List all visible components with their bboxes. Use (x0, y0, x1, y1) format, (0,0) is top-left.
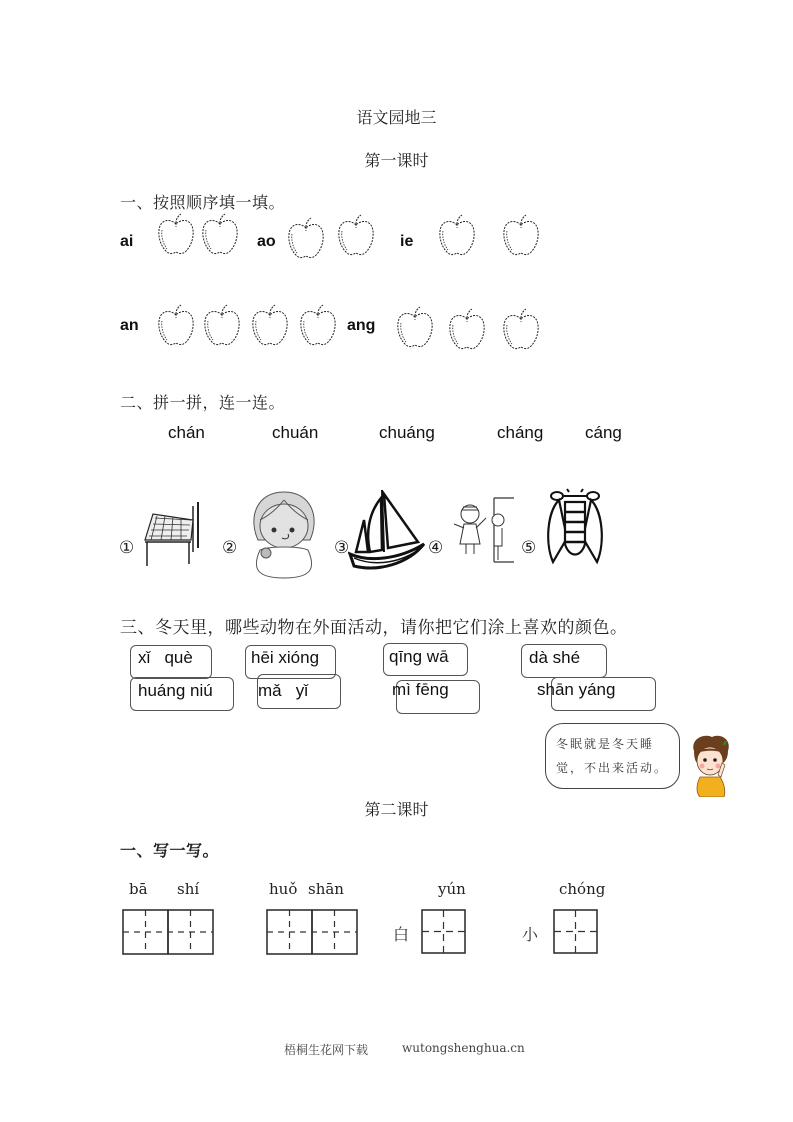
pinyin-option: chuáng (379, 423, 435, 442)
pinyin-label: shān (308, 880, 344, 898)
sailboat-icon (348, 488, 426, 574)
speech-bubble-line2: 觉，不出来活动。 (556, 761, 669, 775)
picture-number: ③ (334, 538, 350, 558)
pinyin-label: yún (438, 880, 466, 898)
apple-outline-icon (396, 305, 434, 349)
animal-pinyin-ant: mǎ yǐ (258, 681, 309, 700)
animal-pinyin-frog: qīng wā (389, 647, 449, 666)
animal-pinyin-cattle: huáng niú (138, 681, 213, 700)
animal-pinyin-magpie: xǐ què (138, 648, 193, 667)
picture-number: ⑤ (521, 538, 537, 558)
pinyin-label: shí (177, 880, 200, 898)
picture-number: ① (119, 538, 135, 558)
apple-outline-icon (337, 213, 375, 257)
lesson2-title: 第二课时 (364, 800, 429, 819)
apple-outline-icon (157, 212, 195, 256)
pinyin-option: cáng (585, 423, 622, 442)
pinyin-label: chóng (559, 880, 606, 898)
speech-bubble (545, 723, 680, 789)
apple-outline-icon (299, 303, 337, 347)
apple-outline-icon (251, 303, 289, 347)
apple-outline-icon (448, 307, 486, 351)
cicada-icon (545, 488, 605, 568)
animal-pinyin-black-bear: hēi xióng (251, 648, 320, 667)
pinyin-option: chán (168, 423, 205, 442)
apple-outline-icon (157, 303, 195, 347)
apple-outline-icon (502, 307, 540, 351)
speech-bubble-line1: 冬眠就是冬天睡 (556, 737, 655, 751)
exercise1-heading: 一、按照顺序填一填。 (120, 193, 286, 212)
kids-hiding-behind-door-icon (452, 494, 516, 564)
apple-outline-icon (203, 303, 241, 347)
writing-grid-chong[interactable] (553, 909, 598, 954)
apple-outline-icon (502, 213, 540, 257)
pinyin-option: cháng (497, 423, 544, 442)
footer-site-name: 梧桐生花网下载 (284, 1043, 369, 1057)
animal-pinyin-goat: shān yáng (537, 680, 616, 699)
picture-number: ② (222, 538, 238, 558)
writing-grid-yun[interactable] (421, 909, 466, 954)
animal-pinyin-bee: mì fēng (392, 680, 449, 699)
pinyin-label: huǒ (269, 880, 298, 898)
vowel-label-ie: ie (400, 233, 414, 250)
girl-with-long-hair-icon (246, 488, 321, 580)
vowel-label-ao: ao (257, 233, 276, 250)
girl-thinking-icon (688, 733, 734, 797)
pinyin-label: bā (129, 880, 148, 898)
lesson2-heading: 一、写一写。 (120, 841, 220, 860)
bed-icon (143, 500, 203, 570)
animal-pinyin-snake: dà shé (529, 648, 581, 667)
lesson1-title: 第一课时 (364, 151, 429, 170)
footer-site-url[interactable]: wutongshenghua.cn (402, 1041, 525, 1055)
apple-outline-icon (201, 212, 239, 256)
exercise3-heading: 三、冬天里，哪些动物在外面活动，请你把它们涂上喜欢的颜色。 (120, 618, 628, 638)
exercise2-heading: 二、拼一拼，连一连。 (120, 393, 286, 412)
vowel-label-ang: ang (347, 317, 376, 334)
document-title: 语文园地三 (356, 108, 437, 127)
writing-grid-huoshan[interactable] (266, 909, 358, 956)
writing-grid-basi[interactable] (122, 909, 214, 956)
vowel-label-an: an (120, 317, 139, 334)
vowel-label-ai: ai (120, 233, 134, 250)
picture-number: ④ (428, 538, 444, 558)
apple-outline-icon (287, 216, 325, 260)
character-prefix-bai: 白 (393, 925, 410, 944)
pinyin-option: chuán (272, 423, 319, 442)
apple-outline-icon (438, 213, 476, 257)
character-prefix-xiao: 小 (522, 925, 539, 944)
